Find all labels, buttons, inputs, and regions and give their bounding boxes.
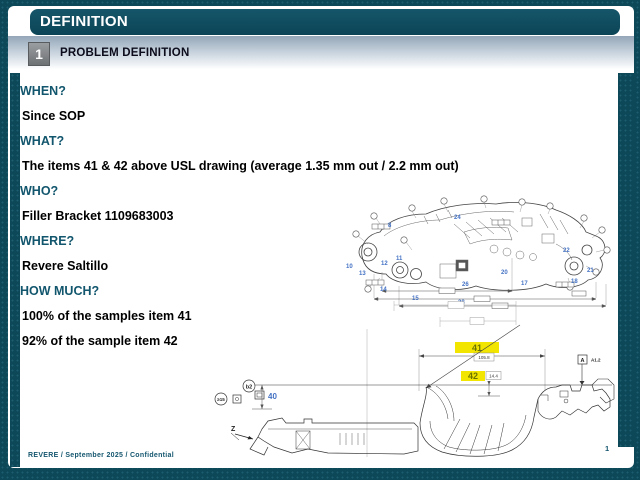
svg-text:10: 10 [346, 264, 353, 270]
datum-min-label: ≥15 [217, 397, 225, 402]
svg-text:17: 17 [521, 281, 528, 287]
answer-how-much-2: 92% of the sample item 42 [22, 334, 178, 348]
svg-text:20: 20 [501, 270, 508, 276]
question-how-much: HOW MUCH? [20, 284, 100, 298]
svg-text:21: 21 [587, 268, 594, 274]
profile-drawing [208, 299, 630, 461]
item-41-label: 41 [471, 343, 483, 353]
svg-text:18: 18 [571, 279, 578, 285]
top-view-details [384, 210, 572, 278]
left-accent-stripe [10, 73, 20, 467]
answer-who: Filler Bracket 1109683003 [22, 209, 174, 223]
datum-a-text: A1.2 [591, 357, 601, 363]
datum-b2-label: b2 [245, 384, 253, 391]
svg-text:12: 12 [381, 261, 388, 267]
section-title: PROBLEM DEFINITION [60, 47, 190, 59]
answer-when: Since SOP [22, 109, 86, 123]
question-where: WHERE? [20, 234, 75, 248]
svg-text:26: 26 [462, 282, 469, 288]
svg-text:15: 15 [412, 296, 419, 302]
question-what: WHAT? [20, 134, 65, 148]
page-number: 1 [605, 444, 610, 453]
dim-41-value: 105.8 [478, 355, 490, 360]
svg-text:22: 22 [563, 248, 570, 254]
slide-title: DEFINITION [30, 9, 620, 35]
top-view-outline [359, 202, 605, 290]
z-axis-label: Z [231, 426, 236, 433]
dimension-41 [419, 342, 545, 391]
datum-a-letter: A [580, 358, 585, 364]
footer-text: REVERE / September 2025 / Confidential [28, 452, 174, 459]
profile-outline [250, 379, 614, 456]
svg-text:14: 14 [380, 287, 387, 293]
question-who: WHO? [20, 184, 59, 198]
dim-42-value: 14.4 [489, 373, 498, 379]
answer-how-much-1: 100% of the samples item 41 [22, 309, 192, 323]
balloon-callouts [353, 196, 610, 292]
svg-text:8: 8 [388, 223, 392, 229]
left-datum-callouts [215, 380, 277, 409]
section-number-badge: 1 [28, 42, 50, 66]
z-axis-indicator [231, 426, 253, 440]
svg-text:24: 24 [454, 215, 461, 221]
top-view-drawing [344, 194, 629, 309]
question-when: WHEN? [20, 84, 66, 98]
item-42-label: 42 [467, 371, 479, 381]
svg-text:11: 11 [396, 256, 403, 262]
answer-what: The items 41 & 42 above USL drawing (average 1.35 mm out / 2.2 mm out) [22, 159, 459, 173]
svg-text:13: 13 [359, 271, 366, 277]
datum-a-callout [578, 355, 601, 385]
item-40-label: 40 [268, 392, 277, 401]
dimension-42 [461, 371, 501, 396]
answer-where: Revere Saltillo [22, 259, 109, 273]
